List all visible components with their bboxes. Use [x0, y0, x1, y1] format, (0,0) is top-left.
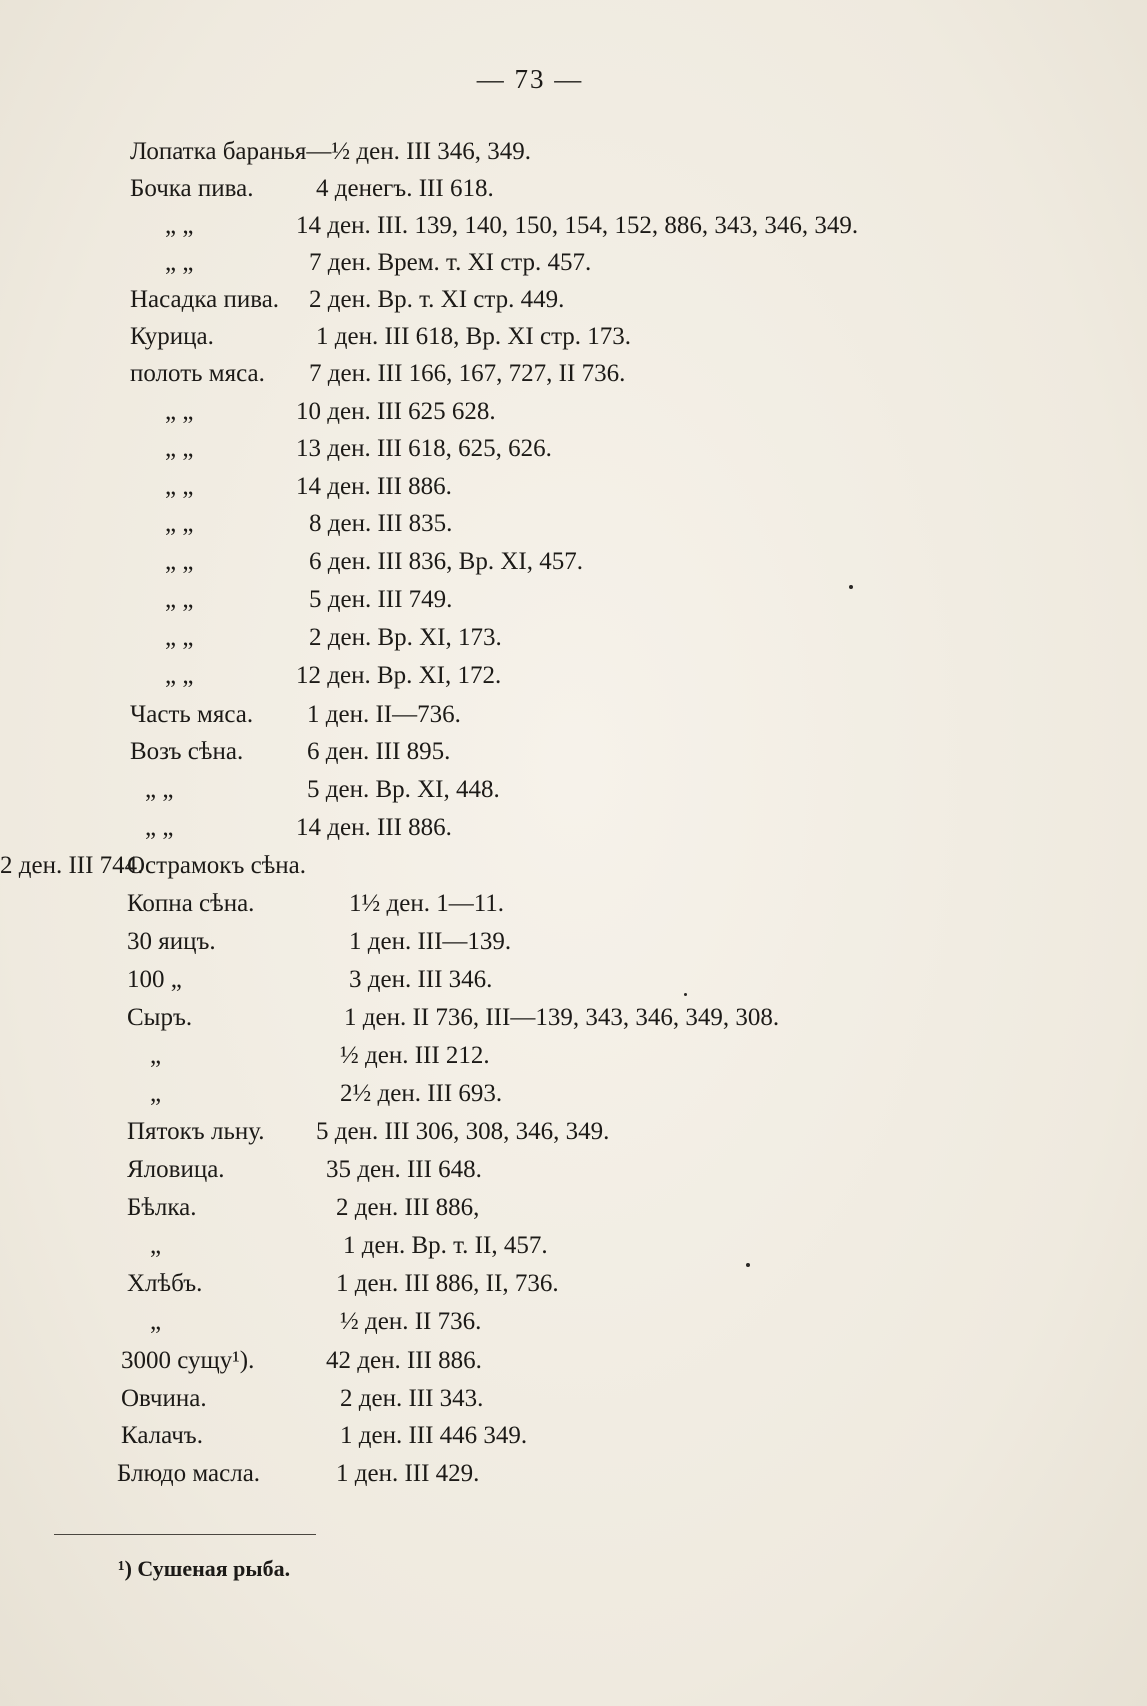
item-name: „ „ [165, 586, 194, 613]
item-name: 30 яицъ. [127, 928, 216, 955]
item-name: Возъ сѣна. [130, 738, 244, 765]
list-item [0, 734, 1100, 770]
item-name: Сыръ. [127, 1004, 193, 1031]
item-name: Овчина. [121, 1385, 207, 1412]
item-price: ½ ден. II 736. [340, 1308, 482, 1335]
list-item [0, 1266, 1100, 1302]
ink-speck [849, 585, 853, 589]
item-price: 13 ден. III 618, 625, 626. [296, 435, 552, 462]
item-price: 6 ден. III 836, Вр. XI, 457. [309, 548, 583, 575]
list-item [0, 1304, 1100, 1340]
list-item [0, 1152, 1100, 1188]
item-price: 1 ден. III—139. [349, 928, 512, 955]
list-item [0, 620, 1100, 656]
item-price: 3 ден. III 346. [349, 966, 493, 993]
item-name: „ „ [145, 814, 174, 841]
item-price: 5 ден. III 749. [309, 586, 453, 613]
item-price: 2 ден. III 886, [336, 1194, 480, 1221]
list-item [0, 319, 1100, 355]
item-price: 1 ден. II—736. [307, 701, 461, 728]
item-name: „ [150, 1232, 162, 1259]
item-price: 2 ден. Вр. т. XI стр. 449. [309, 286, 565, 313]
ink-speck [684, 993, 687, 996]
item-price: 7 ден. Врем. т. XI стр. 457. [309, 249, 592, 276]
ink-speck [746, 1263, 750, 1267]
item-name: Калачъ. [121, 1422, 203, 1449]
item-price: 14 ден. III. 139, 140, 150, 154, 152, 886, 343, 346, 349. [296, 212, 859, 239]
item-price: 35 ден. III 648. [326, 1156, 482, 1183]
item-price: 2 ден. III 343. [340, 1385, 484, 1412]
item-name: Блюдо масла. [117, 1460, 261, 1487]
item-price: 1 ден. III 429. [336, 1460, 480, 1487]
item-name: 100 „ [127, 966, 182, 993]
item-name: „ „ [165, 510, 194, 537]
item-name: „ „ [165, 249, 194, 276]
list-item [0, 582, 1100, 618]
list-item [0, 469, 1100, 505]
item-price: 7 ден. III 166, 167, 727, II 736. [309, 360, 626, 387]
item-price: 2 ден. III 744. [0, 852, 144, 879]
list-item [0, 1456, 1100, 1492]
item-price: 6 ден. III 895. [307, 738, 451, 765]
item-name: „ [150, 1042, 162, 1069]
item-name: „ „ [165, 548, 194, 575]
list-item [0, 772, 1100, 808]
list-item [0, 1114, 1100, 1150]
item-price: 1 ден. II 736, III—139, 343, 346, 349, 308. [344, 1004, 780, 1031]
item-name: полоть мяса. [130, 360, 265, 387]
list-item [0, 924, 1100, 960]
list-item [0, 1381, 1100, 1417]
list-item [0, 1038, 1100, 1074]
item-price: 1½ ден. 1—11. [349, 890, 505, 917]
list-item [0, 658, 1100, 694]
item-name: Хлѣбъ. [127, 1270, 203, 1297]
item-price: 1 ден. Вр. т. II, 457. [343, 1232, 548, 1259]
item-price: 14 ден. III 886. [296, 473, 452, 500]
list-item [0, 134, 1100, 170]
item-price: 5 ден. III 306, 308, 346, 349. [316, 1118, 610, 1145]
item-price: 4 денегъ. III 618. [316, 175, 494, 202]
footnote: ¹) Сушеная рыба. [118, 1556, 291, 1581]
item-name: Яловица. [127, 1156, 225, 1183]
item-name: „ „ [145, 776, 174, 803]
list-item [0, 810, 1100, 846]
item-price: ½ ден. III 212. [340, 1042, 490, 1069]
list-item [0, 245, 1100, 281]
item-name: Бѣлка. [127, 1194, 197, 1221]
item-name: Курица. [130, 323, 214, 350]
item-name: „ [150, 1308, 162, 1335]
list-item [0, 1228, 1100, 1264]
item-price: 1 ден. III 618, Вр. XI стр. 173. [316, 323, 632, 350]
item-price: 5 ден. Вр. XI, 448. [307, 776, 500, 803]
footnote-divider [54, 1534, 316, 1535]
list-item [0, 282, 1100, 318]
list-item [0, 394, 1100, 430]
item-price: 2½ ден. III 693. [340, 1080, 503, 1107]
list-item [0, 1343, 1100, 1379]
item-price: 14 ден. III 886. [296, 814, 452, 841]
item-name: „ „ [165, 662, 194, 689]
item-name: Копна сѣна. [127, 890, 255, 917]
item-name: Пятокъ льну. [127, 1118, 265, 1145]
list-item [0, 1418, 1100, 1454]
list-item [0, 1190, 1100, 1226]
list-item [0, 506, 1100, 542]
item-name: „ „ [165, 473, 194, 500]
list-item [0, 544, 1100, 580]
list-item [0, 171, 1100, 207]
item-name: Насадка пива. [130, 286, 280, 313]
item-name: „ „ [165, 624, 194, 651]
item-price: 2 ден. Вр. XI, 173. [309, 624, 502, 651]
list-item [0, 431, 1100, 467]
item-name: Лопатка баранья—½ ден. III 346, 349. [130, 138, 532, 165]
list-item [0, 1000, 1100, 1036]
item-price: 1 ден. III 886, II, 736. [336, 1270, 559, 1297]
item-name: „ [150, 1080, 162, 1107]
item-price: 12 ден. Вр. XI, 172. [296, 662, 502, 689]
list-item [0, 356, 1100, 392]
list-item [0, 1076, 1100, 1112]
list-item [0, 848, 1100, 884]
item-price: 42 ден. III 886. [326, 1347, 482, 1374]
list-item [0, 962, 1100, 998]
item-name: 3000 сущу¹). [121, 1347, 255, 1374]
item-name: „ „ [165, 212, 194, 239]
list-item [0, 208, 1100, 244]
list-item [0, 697, 1100, 733]
item-name: Острамокъ сѣна. [127, 852, 307, 879]
list-item [0, 886, 1100, 922]
item-price: 10 ден. III 625 628. [296, 398, 496, 425]
item-price: 8 ден. III 835. [309, 510, 453, 537]
page-number: — 73 — [476, 64, 584, 94]
item-name: Часть мяса. [130, 701, 254, 728]
item-name: Бочка пива. [130, 175, 254, 202]
item-name: „ „ [165, 398, 194, 425]
item-price: 1 ден. III 446 349. [340, 1422, 528, 1449]
item-name: „ „ [165, 435, 194, 462]
